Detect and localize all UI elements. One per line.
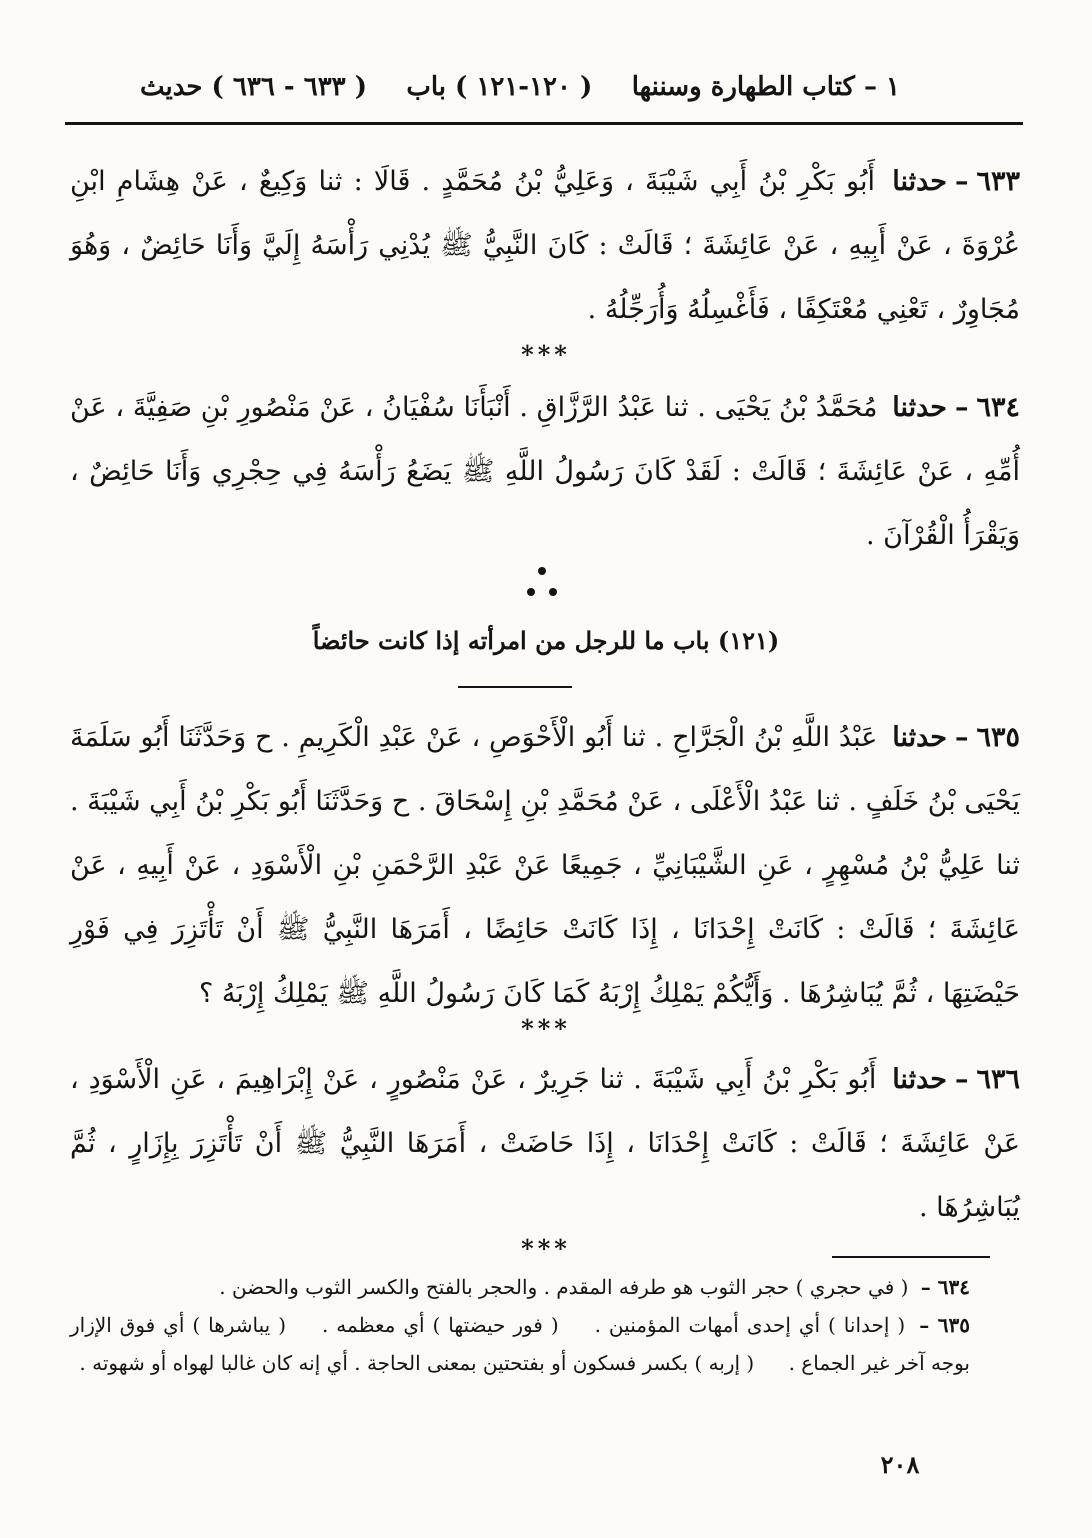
footnote-number: ٦٣٤ – (920, 1275, 970, 1299)
header-chapter-range: ( ١٢٠-١٢١ ) باب (406, 72, 593, 102)
footnotes (70, 1268, 970, 1382)
footnote-text: ( إحدانا ) أي إحدى أمهات المؤمنين . (594, 1313, 906, 1337)
footnote-635 (70, 1306, 970, 1382)
separator-stars: *** (521, 1234, 571, 1263)
header-hadith-range: ( ٦٣٣ - ٦٣٦ ) حديث (140, 72, 367, 102)
chapter-rule (458, 686, 572, 688)
hadith-number: ٦٣٥ (976, 722, 1020, 753)
hadith-dash: – (954, 722, 969, 753)
hadith-opening: حدثنا (892, 1064, 947, 1095)
hadith-number: ٦٣٦ (976, 1064, 1020, 1095)
footnote-634 (70, 1268, 970, 1306)
hadith-633 (70, 150, 1020, 342)
header-rule (65, 122, 1023, 125)
hadith-dash: – (954, 1064, 969, 1095)
hadith-635 (70, 706, 1020, 1026)
header-book-title: ١ – كتاب الطهارة وسننها (631, 72, 900, 102)
section-ornament (512, 562, 572, 602)
chapter-heading: (١٢١) باب ما للرجل من امرأته إذا كانت حائضاً (312, 626, 780, 655)
hadith-634 (70, 376, 1020, 568)
hadith-dash: – (954, 166, 969, 197)
hadith-text: عَبْدُ اللَّهِ بْنُ الْجَرَّاحِ . ثنا أَبُو الْأَحْوَصِ ، عَنْ عَبْدِ الْكَرِيمِ . ح وَحَدَّثَنَا أَبُو سَلَمَةَ يَحْيَى بْنُ خَلَفٍ . ثنا عَبْدُ الْأَعْلَى ، عَنْ مُحَمَّدِ بْنِ إِسْحَاقَ . ح وَحَدَّثَنَا أَبُو بَكْرِ بْنُ أَبِي شَيْبَةَ . ثنا عَلِيُّ بْنُ مُسْهِرٍ ، عَنِ الشَّيْبَانِيِّ ، جَمِيعًا عَنْ عَبْدِ الرَّحْمَنِ بْنِ الْأَسْوَدِ ، عَنْ أَبِيهِ ، عَنْ عَائِشَةَ ؛ قَالَتْ : كَانَتْ إِحْدَانَا ، إِذَا كَانَتْ حَائِضًا ، أَمَرَهَا النَّبِيُّ ﷺ أَنْ تَأْتَزِرَ فِي فَوْرِ حَيْضَتِهَا ، ثُمَّ يُبَاشِرُهَا . وَأَيُّكُمْ يَمْلِكُ إِرْبَهُ كَمَا كَانَ رَسُولُ اللَّهِ ﷺ يَمْلِكُ إِرْبَهُ ؟ (70, 722, 1020, 1009)
footnote-rule (832, 1256, 990, 1258)
separator-stars: *** (521, 340, 571, 369)
footnote-number: ٦٣٥ – (919, 1313, 970, 1337)
hadith-number: ٦٣٤ (976, 392, 1020, 423)
footnote-text: ( فور حيضتها ) أي معظمه . (321, 1313, 559, 1337)
footnote-text: ( في حجري ) حجر الثوب هو طرفه المقدم . والحجر بالفتح والكسر الثوب والحضن . (219, 1275, 909, 1299)
hadith-opening: حدثنا (892, 722, 947, 753)
page-number: ٢٠٨ (880, 1450, 920, 1479)
hadith-text: مُحَمَّدُ بْنُ يَحْيَى . ثنا عَبْدُ الرَّزَّاقِ . أَنْبَأَنَا سُفْيَانُ ، عَنْ مَنْصُورِ بْنِ صَفِيَّةَ ، عَنْ أُمِّهِ ، عَنْ عَائِشَةَ ؛ قَالَتْ : لَقَدْ كَانَ رَسُولُ اللَّهِ ﷺ يَضَعُ رَأْسَهُ فِي حِجْرِي وَأَنَا حَائِضٌ ، وَيَقْرَأُ الْقُرْآنَ . (70, 392, 1020, 551)
hadith-text: أَبُو بَكْرِ بْنُ أَبِي شَيْبَةَ ، وَعَلِيُّ بْنُ مُحَمَّدٍ . قَالَا : ثنا وَكِيعٌ ، عَنْ هِشَامِ ابْنِ عُرْوَةَ ، عَنْ أَبِيهِ ، عَنْ عَائِشَةَ ؛ قَالَتْ : كَانَ النَّبِيُّ ﷺ يُدْنِي رَأْسَهُ إِلَيَّ وَأَنَا حَائِضٌ ، وَهُوَ مُجَاوِرٌ ، تَعْنِي مُعْتَكِفًا ، فَأَغْسِلُهُ وَأُرَجِّلُهُ . (70, 166, 1020, 325)
hadith-number: ٦٣٣ (976, 166, 1020, 197)
footnote-text: ( يباشرها ) أي فوق الإزار بوجه آخر غير الجماع . (70, 1313, 970, 1375)
hadith-opening: حدثنا (892, 166, 947, 197)
hadith-opening: حدثنا (892, 392, 947, 423)
running-header (140, 72, 900, 102)
hadith-dash: – (954, 392, 969, 423)
hadith-636 (70, 1048, 1020, 1240)
hadith-text: أَبُو بَكْرِ بْنُ أَبِي شَيْبَةَ . ثنا جَرِيرٌ ، عَنْ مَنْصُورٍ ، عَنْ إِبْرَاهِيمَ ، عَنِ الْأَسْوَدِ ، عَنْ عَائِشَةَ ؛ قَالَتْ : كَانَتْ إِحْدَانَا ، إِذَا حَاضَتْ ، أَمَرَهَا النَّبِيُّ ﷺ أَنْ تَأْتَزِرَ بِإِزَارٍ ، ثُمَّ يُبَاشِرُهَا . (70, 1064, 1020, 1223)
footnote-text: ( إربه ) بكسر فسكون أو بفتحتين بمعنى الحاجة . أي إنه كان غالبا لهواه أو شهوته . (79, 1351, 755, 1375)
separator-stars: *** (521, 1014, 571, 1043)
